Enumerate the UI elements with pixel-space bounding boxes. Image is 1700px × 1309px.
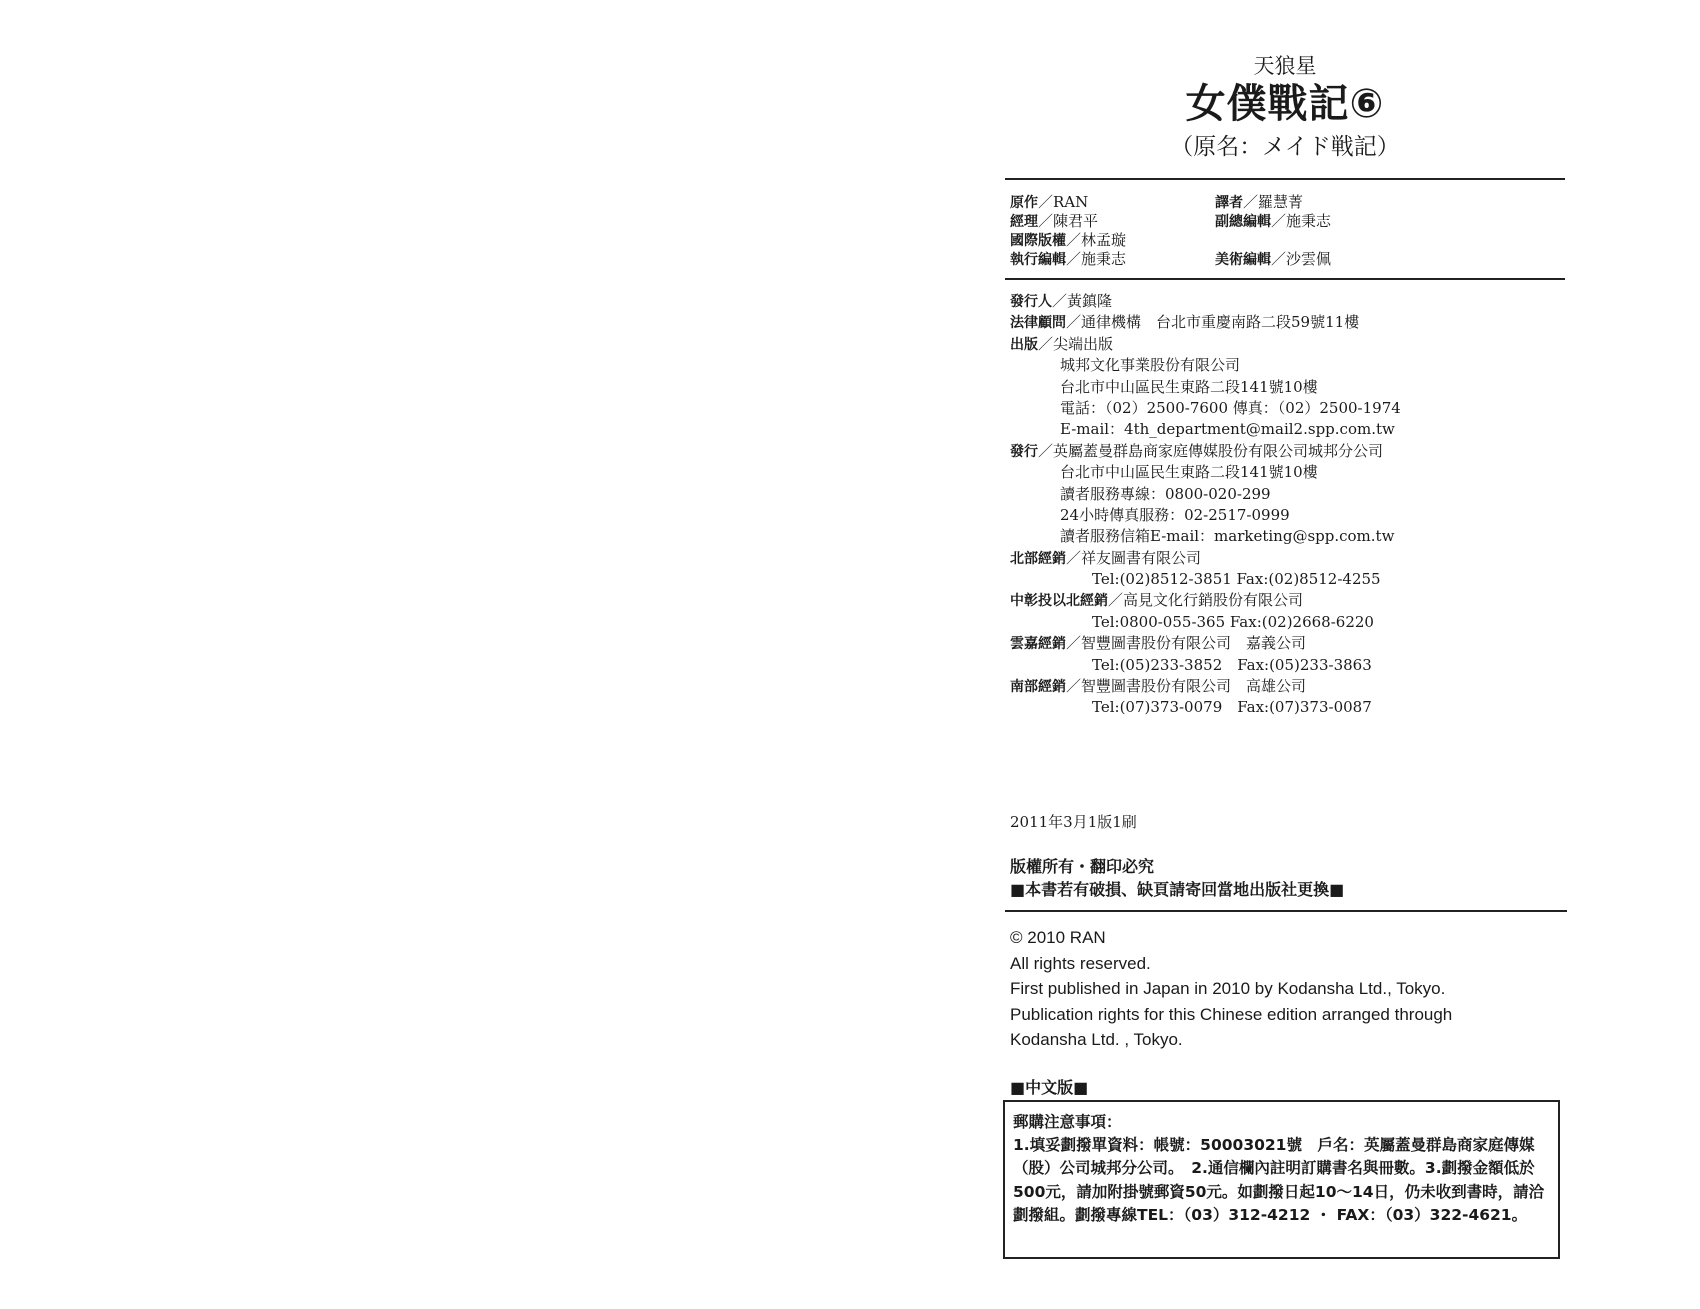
credit-key: 美術編輯	[1215, 252, 1271, 268]
rights-line: ■本書若有破損、缺頁請寄回當地出版社更換■	[1010, 880, 1345, 899]
credit-value: 施秉志	[1286, 212, 1332, 230]
distribute-detail: 24小時傳真服務：02-2517-0999	[1060, 505, 1290, 524]
original-title: （原名：メイド戦記）	[1170, 134, 1400, 160]
divider-top	[1005, 178, 1565, 180]
credit-row	[1010, 193, 1570, 212]
distribute-detail: 讀者服務信箱E-mail：marketing@spp.com.tw	[1060, 527, 1395, 546]
credit-value: 羅慧菁	[1258, 193, 1304, 211]
english-copyright	[1010, 925, 1570, 1053]
dealer-tel: Tel:(02)8512-3851 Fax:(02)8512-4255	[1092, 570, 1381, 589]
credit-value: 沙雲佩	[1286, 250, 1332, 268]
distribute-detail: 讀者服務專線：0800-020-299	[1060, 484, 1271, 503]
separator: ／	[1038, 193, 1054, 211]
dealer-tel: Tel:0800-055-365 Fax:(02)2668-6220	[1092, 612, 1374, 631]
credit-value: 林孟璇	[1081, 231, 1127, 249]
book-title: 女僕戰記⑥	[1185, 81, 1385, 127]
publish-detail: 電話：（02）2500-7600 傳真：（02）2500-1974	[1060, 398, 1401, 417]
english-line: Publication rights for this Chinese edition arranged through	[1010, 1004, 1453, 1024]
credit-value: 陳君平	[1053, 212, 1099, 230]
publisher-block	[1010, 291, 1570, 719]
publish-detail: 台北市中山區民生東路二段141號10樓	[1060, 377, 1318, 396]
dealer-tel: Tel:(05)233-3852 Fax:(05)233-3863	[1092, 655, 1372, 674]
notice-body: 1.填妥劃撥單資料：帳號：50003021號 戶名：英屬蓋曼群島商家庭傳媒（股）公司城邦分公司。 2.通信欄內註明訂購書名與冊數。3.劃撥金額低於500元，請加附掛號郵資50元。如劃撥日起10～14日，仍未收到書時，請洽劃撥組。劃撥專線TEL：（03）312-4212 ・ FAX：（03）322-4621。	[1013, 1136, 1545, 1224]
credit-key: 經理	[1010, 214, 1038, 230]
rights-block	[1010, 855, 1344, 901]
separator: ／	[1066, 250, 1082, 268]
divider-lower	[1005, 910, 1567, 912]
mail-order-notice	[1003, 1100, 1560, 1259]
separator: ／	[1271, 212, 1287, 230]
credit-row	[1010, 250, 1570, 269]
english-line: All rights reserved.	[1010, 953, 1151, 973]
separator: ／	[1271, 250, 1287, 268]
separator: ／	[1243, 193, 1259, 211]
legal-line: 法律顧問／通律機構 台北市重慶南路二段59號11樓	[1010, 313, 1360, 332]
publish-detail: 城邦文化事業股份有限公司	[1060, 356, 1241, 375]
english-line: First published in Japan in 2010 by Kodansha Ltd., Tokyo.	[1010, 979, 1446, 998]
english-line: Kodansha Ltd. , Tokyo.	[1010, 1030, 1183, 1049]
dealer-line: 北部經銷／祥友圖書有限公司	[1010, 548, 1202, 567]
issuer-line: 發行人／黃鎮隆	[1010, 292, 1113, 310]
credit-row	[1010, 212, 1570, 231]
credits-block	[1010, 193, 1570, 269]
credit-key: 譯者	[1215, 195, 1243, 211]
dealer-line: 雲嘉經銷／智豐圖書股份有限公司 嘉義公司	[1010, 634, 1307, 653]
separator: ／	[1038, 212, 1054, 230]
dealer-line: 南部經銷／智豐圖書股份有限公司 高雄公司	[1010, 677, 1307, 696]
credit-value: RAN	[1053, 193, 1089, 211]
credit-key: 副總編輯	[1215, 214, 1271, 230]
edition-date: 2011年3月1版1刷	[1010, 813, 1137, 831]
dealer-line: 中彰投以北經銷／高見文化行銷股份有限公司	[1010, 591, 1304, 610]
divider-middle	[1005, 278, 1565, 280]
notice-heading: 郵購注意事項：	[1013, 1113, 1122, 1131]
credit-row	[1010, 231, 1570, 250]
series-name: 天狼星	[1253, 54, 1317, 78]
rights-line: 版權所有・翻印必究	[1010, 857, 1155, 876]
publish-line: 出版／尖端出版	[1010, 334, 1114, 353]
english-line: © 2010 RAN	[1010, 928, 1106, 947]
credit-key: 原作	[1010, 195, 1038, 211]
publish-detail: E-mail：4th_department@mail2.spp.com.tw	[1060, 420, 1395, 439]
separator: ／	[1066, 231, 1082, 249]
distribute-line: 發行／英屬蓋曼群島商家庭傳媒股份有限公司城邦分公司	[1010, 441, 1384, 460]
credit-value: 施秉志	[1081, 250, 1127, 268]
chinese-edition-label: ■中文版■	[1010, 1078, 1089, 1097]
dealer-tel: Tel:(07)373-0079 Fax:(07)373-0087	[1092, 698, 1372, 717]
distribute-detail: 台北市中山區民生東路二段141號10樓	[1060, 463, 1318, 482]
credit-key: 國際版權	[1010, 233, 1066, 249]
credit-key: 執行編輯	[1010, 252, 1066, 268]
